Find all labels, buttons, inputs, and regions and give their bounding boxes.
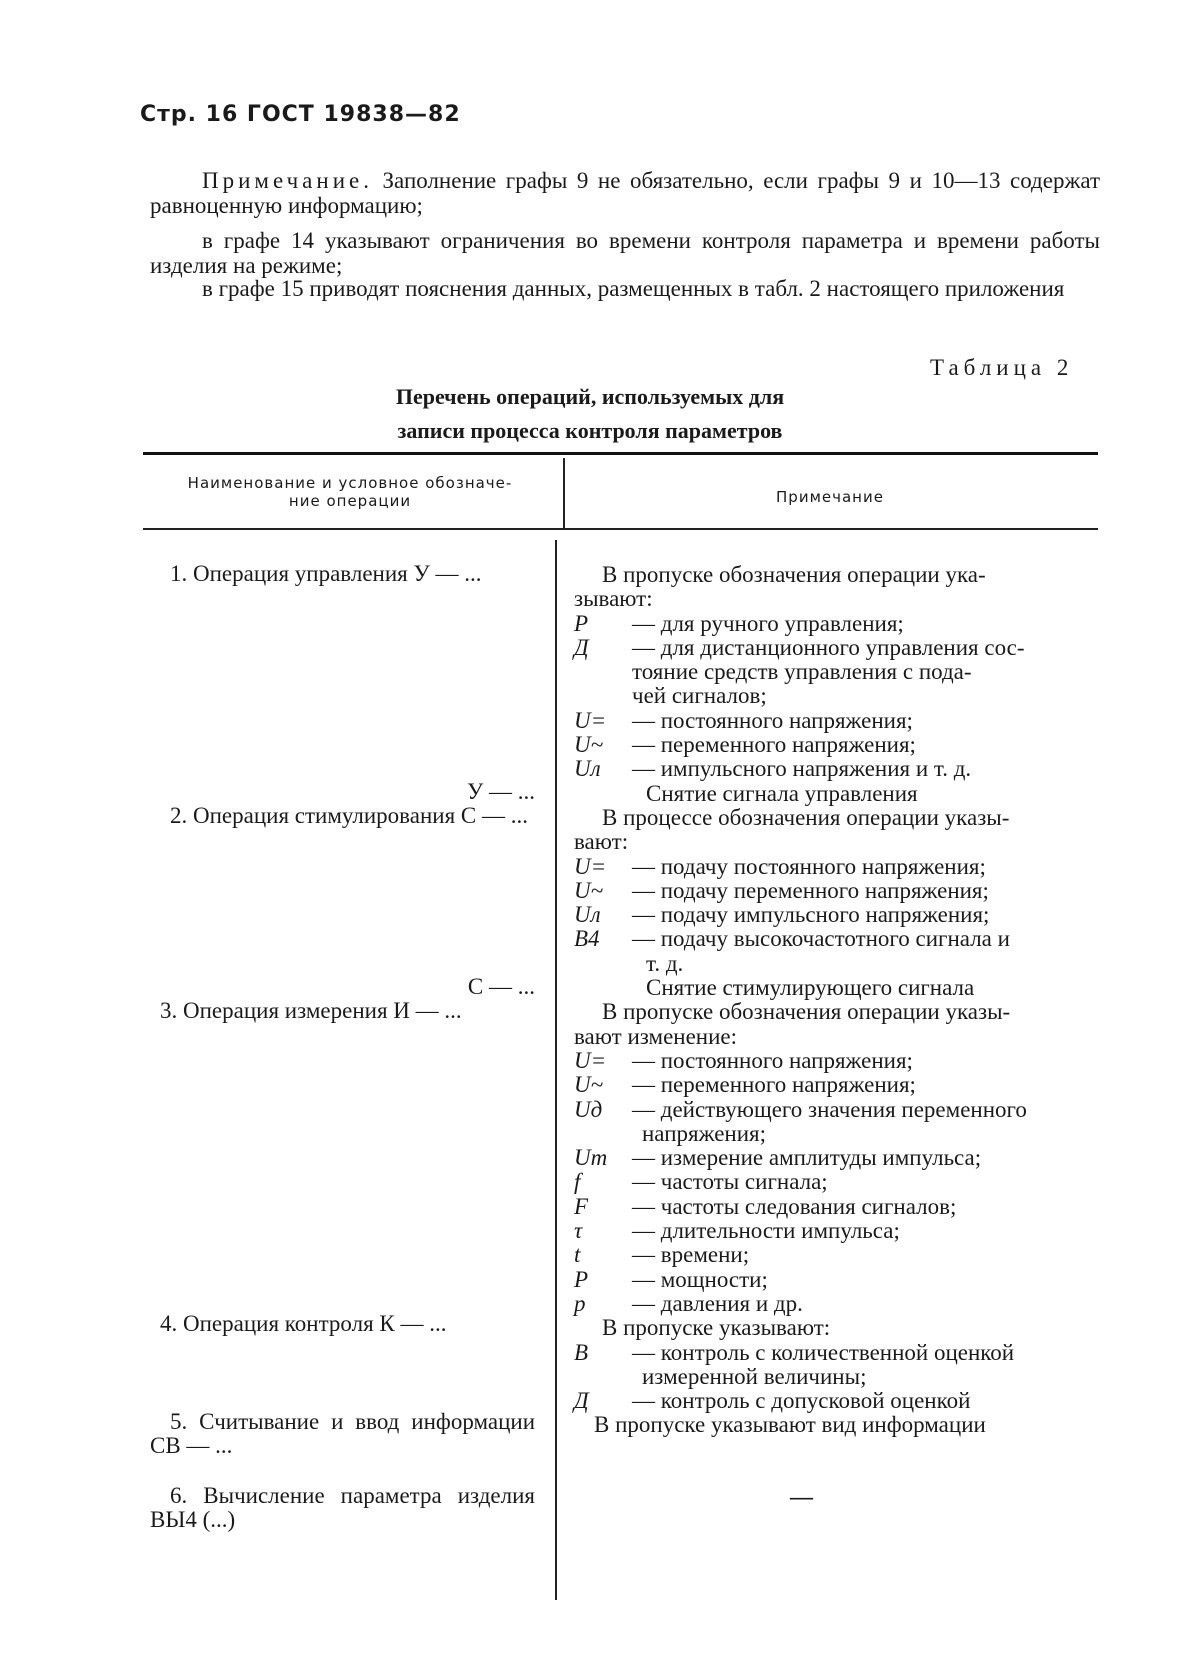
note-label: Примечание. [202,168,373,193]
table-label: Таблица 2 [930,355,1074,380]
note-1-entry: Р — для ручного управления; [574,610,904,636]
note-3-entry: τ — длительности импульса; [574,1218,900,1244]
column-header-note: Примечание [776,488,884,506]
column-header-name: Наименование и условное обозначе- ние операции [187,474,513,510]
note-3-entry: P — мощности; [574,1266,768,1292]
note-2-entry: Uл — подачу импульсного напряжения; [574,902,990,928]
body-column-divider [555,540,557,1600]
note-text: Заполнение графы 9 не обязательно, если графы 9 и 10—13 содержат равноценную информацию; [150,168,1100,218]
table-row-item-1: 1. Операция управления У — ... [170,561,482,586]
table-title-line-1: Перечень операций, используемых для [395,384,785,409]
note-3-entry: p — давления и др. [574,1290,803,1316]
note-3-entry: t — времени; [574,1242,750,1268]
notes-column: В пропуске обозначения операции ука- зывают: Р — для ручного управления; Д — для дистанционного управления сос- тояние средств управления с пода- чей сигналов; U= — постоянного напряжения; U~ — переменного напряжения; Uл — импульсного напряжения и т. д. Снятие сигнала управления В процессе обозначения операции указы- вают: U= — подачу постоянного напряжения; U~ — подачу переменного напряжения; Uл — подачу импульсного напряжения; В4 — подачу высокочастотного сигнала и т. д. Снятие стимулирующего сигнала В пропуске обозначения операции указы- вают изменение: U= — постоянного напряжения; U~ — переменного напряжения; Uд — действующего значения переменного напряжения; Um — измерение амплитуды импульса; f — частоты сигнала; F — частоты следования сигналов; τ — длительности импульса; t — времени; P — мощности; p — давления и др. В пропуске указывают: В — контроль с количественной оценкой измеренной величины; Д — контроль с допусковой оценкой В пропуске указывают вид информации [574,563,1090,1438]
note-3-entry: F — частоты следования сигналов; [574,1193,957,1219]
paragraph-graph-15: в графе 15 приводят пояснения данных, размещенных в табл. 2 настоящего приложения [202,276,1065,301]
note-6-dash: — [790,1484,813,1509]
end-marker-2: С — ... [467,974,535,999]
table-title [300,380,880,448]
table-row-item-4: 4. Операция контроля К — ... [160,1311,447,1336]
table-title-line-2: записи процесса контроля параметров [397,418,783,443]
table-header-rule [143,528,1098,530]
note-3-entry: U= — постоянного напряжения; [574,1047,913,1073]
note-paragraph [150,168,1100,218]
note-4-entry: В — контроль с количественной оценкой [574,1339,1015,1365]
note-1-entry: Uл — импульсного напряжения и т. д. [574,756,972,782]
note-1-entry: Д — для дистанционного управления сос- [574,634,1025,660]
note-2-entry: U~ — подачу переменного напряжения; [574,877,989,903]
note-2-entry: U= — подачу постоянного напряжения; [574,853,986,879]
table-row-item-2: 2. Операция стимулирования С — ... [170,803,528,828]
note-1-entry: U= — постоянного напряжения; [574,707,913,733]
note-3-entry: Um — измерение амплитуды импульса; [574,1145,982,1171]
paragraph-graph-14: в графе 14 указывают ограничения во времени контроля параметра и времени работы изделия на режиме; [150,228,1100,278]
table-row-item-3: 3. Операция измерения И — ... [160,998,462,1023]
note-3-entry: U~ — переменного напряжения; [574,1072,916,1098]
note-4-entry: Д — контроль с допусковой оценкой [574,1388,971,1414]
note-1-entry: U~ — переменного напряжения; [574,732,916,758]
table-top-rule [143,452,1098,455]
note-3-entry: f — частоты сигнала; [574,1169,828,1195]
table-row-item-6: 6. Вычисление параметра изделия ВЫ4 (...) [150,1483,535,1532]
end-marker-1: У — ... [466,779,535,804]
note-3-entry: Uд — действующего значения переменного [574,1096,1027,1122]
page-header: Стр. 16 ГОСТ 19838—82 [140,102,461,127]
table-row-item-5: 5. Считывание и ввод информации СВ — ... [150,1409,535,1458]
note-1-intro: В пропуске обозначения операции ука- [602,562,986,587]
note-2-entry: В4 — подачу высокочастотного сигнала и [574,926,1010,952]
header-column-divider [563,458,565,528]
